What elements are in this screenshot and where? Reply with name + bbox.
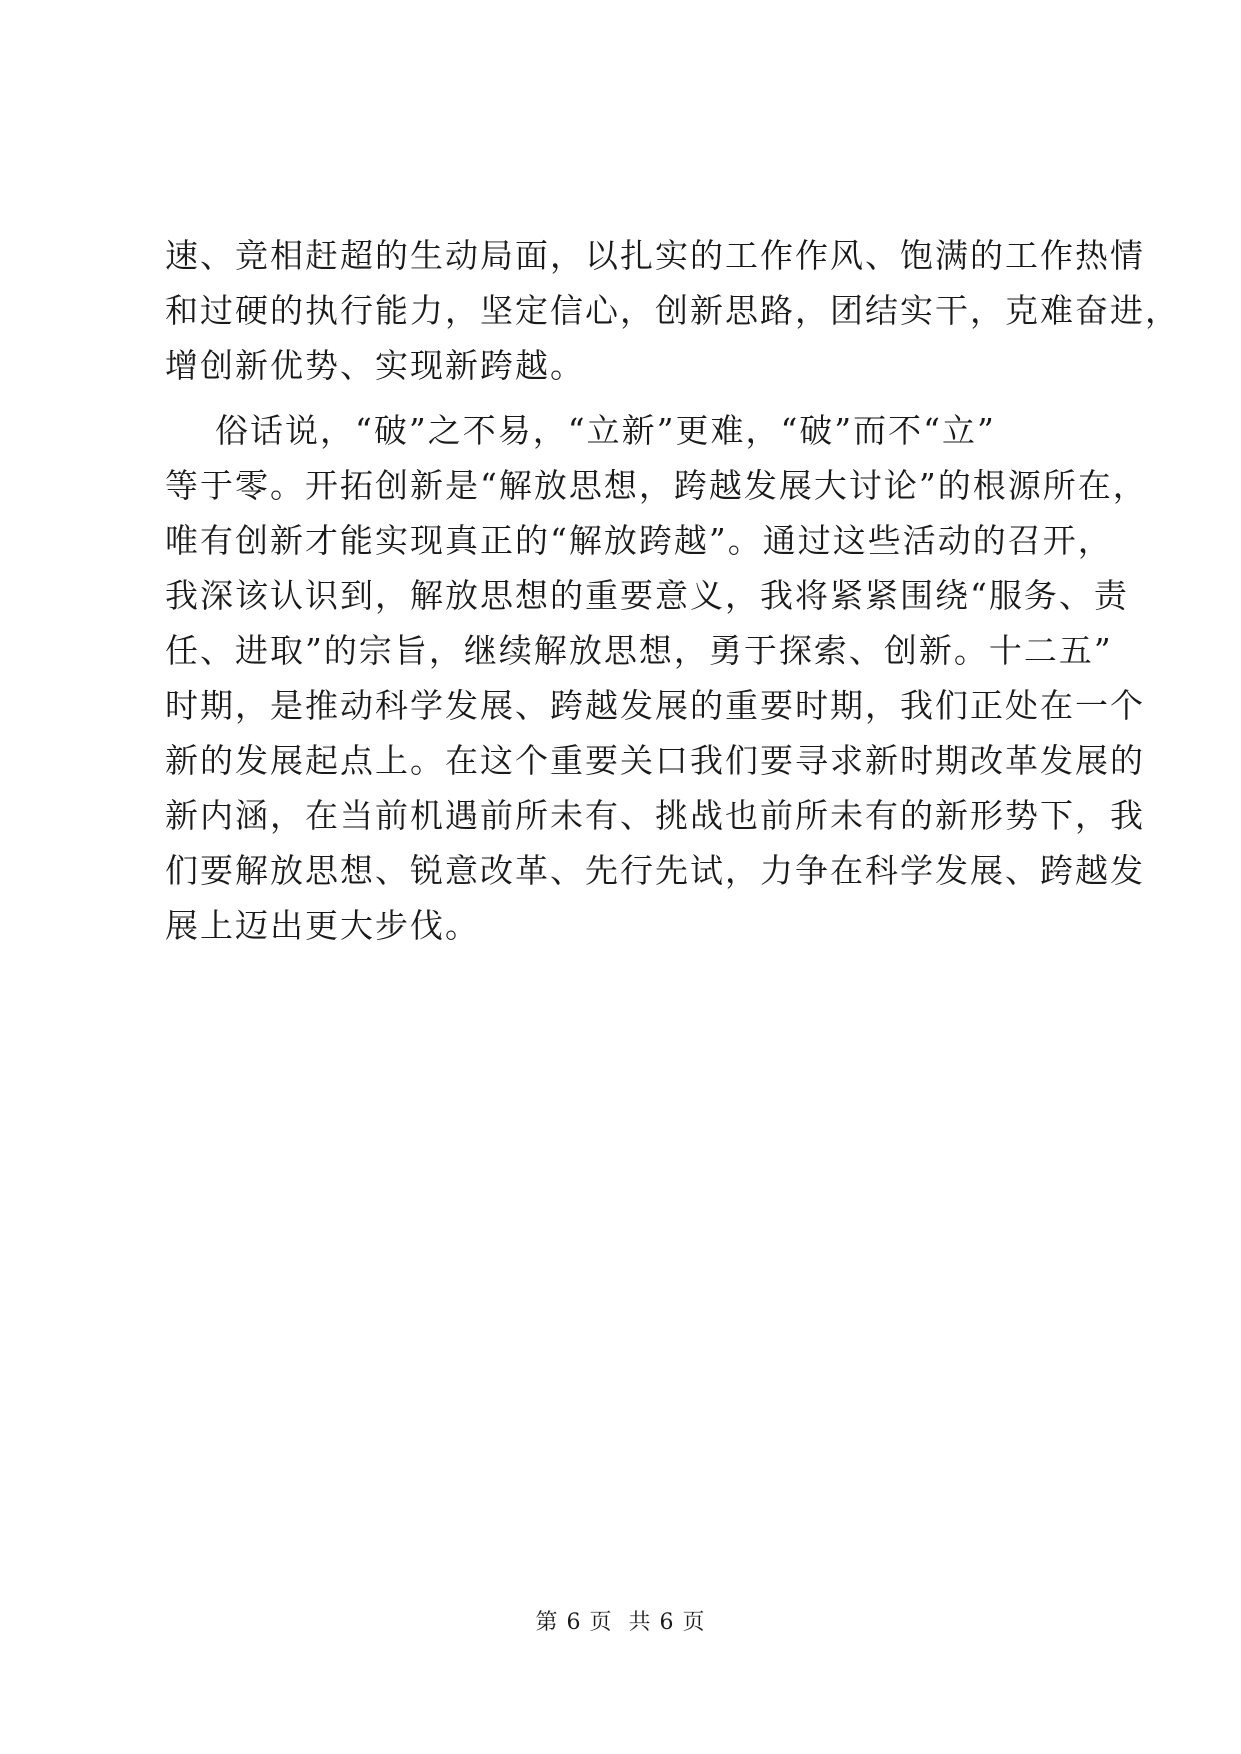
text-line: 增创新优势、实现新跨越。 [165,346,585,385]
text-line: 新内涵，在当前机遇前所未有、挑战也前所未有的新形势下，我 [165,796,1145,835]
page-footer [0,1608,1241,1638]
paragraph-2 [165,403,1148,953]
text-line: 展上迈出更大步伐。 [165,906,480,945]
text-line: 我深该认识到，解放思想的重要意义，我将紧紧围绕“服务、责 [165,576,1129,615]
text-line: 唯有创新才能实现真正的“解放跨越”。通过这些活动的召开， [165,521,1113,560]
text-line: 俗话说，“破”之不易，“立新”更难，“破”而不“立” [165,411,996,450]
text-line: 速、竞相赶超的生动局面，以扎实的工作作风、饱满的工作热情 [165,236,1145,275]
text-line: 等于零。开拓创新是“解放思想，跨越发展大讨论”的根源所在， [165,466,1148,505]
text-line: 们要解放思想、锐意改革、先行先试，力争在科学发展、跨越发 [165,851,1145,890]
text-line: 时期，是推动科学发展、跨越发展的重要时期，我们正处在一个 [165,686,1145,725]
document-body [165,228,1180,953]
text-line: 新的发展起点上。在这个重要关口我们要寻求新时期改革发展的 [165,741,1145,780]
paragraph-1 [165,228,1180,393]
text-line: 和过硬的执行能力，坚定信心，创新思路，团结实干，克难奋进， [165,291,1180,330]
paragraph-gap [165,393,1085,403]
page-number-label: 第 6 页 共 6 页 [535,1610,706,1635]
text-line: 任、进取”的宗旨，继续解放思想，勇于探索、创新。十二五” [165,631,1113,670]
